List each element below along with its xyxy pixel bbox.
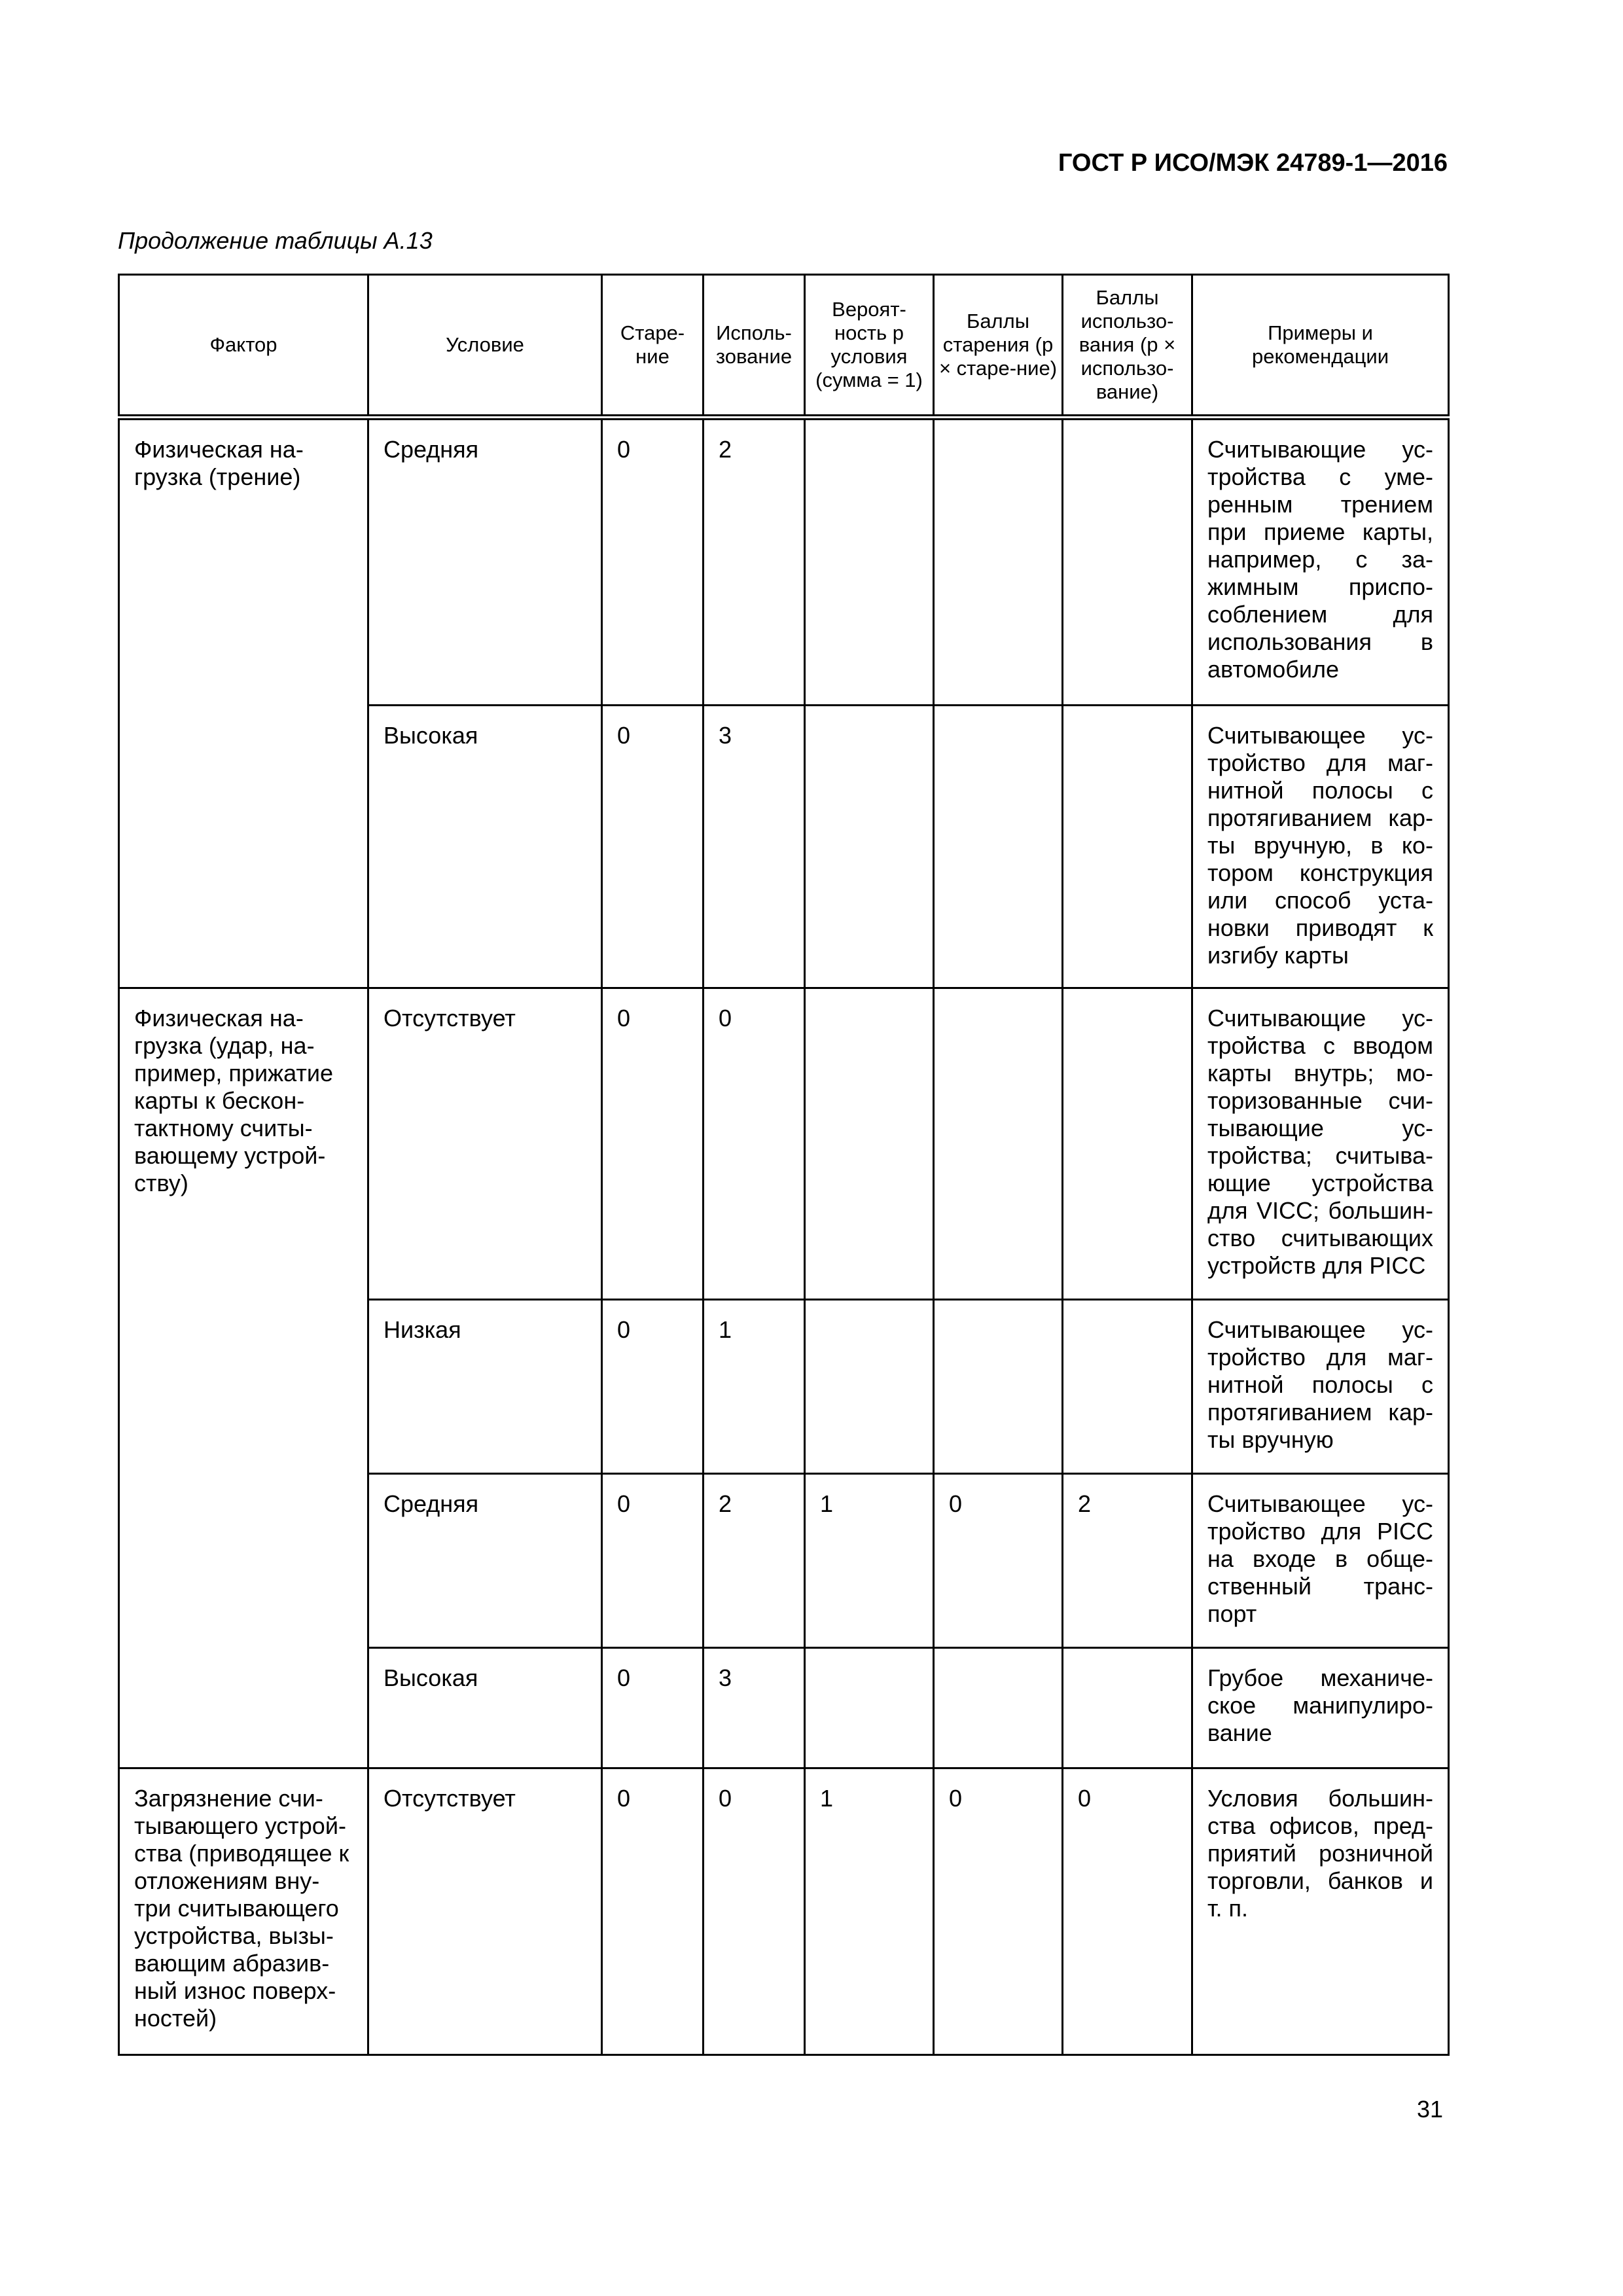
table-row xyxy=(119,418,1449,706)
factor-table xyxy=(118,274,1450,2056)
aging-score-cell: 0 xyxy=(934,1474,1063,1648)
aging-cell: 0 xyxy=(602,1768,704,2055)
aging-score-cell xyxy=(934,988,1063,1300)
col-header-aging: Старе-ние xyxy=(602,275,704,418)
condition-cell: Средняя xyxy=(368,418,602,706)
col-header-factor: Фактор xyxy=(119,275,368,418)
aging-score-cell xyxy=(934,418,1063,706)
page-number: 31 xyxy=(1416,2096,1443,2123)
example-cell: Считывающее ус-тройство для PICC на входе в обще-ственный транс-порт xyxy=(1192,1474,1449,1648)
probability-cell xyxy=(805,418,934,706)
aging-score-cell xyxy=(934,706,1063,988)
condition-cell: Отсутствует xyxy=(368,988,602,1300)
aging-cell: 0 xyxy=(602,1474,704,1648)
usage-cell: 0 xyxy=(704,1768,805,2055)
probability-cell: 1 xyxy=(805,1768,934,2055)
probability-cell: 1 xyxy=(805,1474,934,1648)
aging-score-cell: 0 xyxy=(934,1768,1063,2055)
usage-score-cell xyxy=(1063,988,1192,1300)
col-header-examples: Примеры и рекомендации xyxy=(1192,275,1449,418)
aging-cell: 0 xyxy=(602,988,704,1300)
factor-cell: Физическая на-грузка (трение) xyxy=(119,418,368,988)
factor-cell: Физическая на-грузка (удар, на-пример, прижатие карты к бескон-тактному считы-вающему устрой-ству) xyxy=(119,988,368,1768)
aging-score-cell xyxy=(934,1300,1063,1474)
usage-cell: 2 xyxy=(704,1474,805,1648)
usage-cell: 3 xyxy=(704,706,805,988)
condition-cell: Высокая xyxy=(368,706,602,988)
aging-score-cell xyxy=(934,1648,1063,1768)
col-header-aging-score: Баллы старения (p × старе-ние) xyxy=(934,275,1063,418)
probability-cell xyxy=(805,1648,934,1768)
example-cell: Грубое механиче-ское манипулиро-вание xyxy=(1192,1648,1449,1768)
aging-cell: 0 xyxy=(602,1300,704,1474)
col-header-condition: Условие xyxy=(368,275,602,418)
condition-cell: Средняя xyxy=(368,1474,602,1648)
usage-score-cell xyxy=(1063,418,1192,706)
usage-score-cell: 0 xyxy=(1063,1768,1192,2055)
example-cell: Условия большин-ства офисов, пред-приятий розничной торговли, банков и т. п. xyxy=(1192,1768,1449,2055)
probability-cell xyxy=(805,706,934,988)
example-cell: Считывающее ус-тройство для маг-нитной полосы с протягиванием кар-ты вручную xyxy=(1192,1300,1449,1474)
table-caption: Продолжение таблицы А.13 xyxy=(118,227,433,254)
usage-cell: 2 xyxy=(704,418,805,706)
condition-cell: Отсутствует xyxy=(368,1768,602,2055)
usage-score-cell xyxy=(1063,1648,1192,1768)
usage-score-cell xyxy=(1063,706,1192,988)
example-cell: Считывающие ус-тройства с уме-ренным трением при приеме карты, например, с за-жимным приспо-соблением для использования в автомобиле xyxy=(1192,418,1449,706)
usage-score-cell: 2 xyxy=(1063,1474,1192,1648)
table-row xyxy=(119,988,1449,1300)
condition-cell: Высокая xyxy=(368,1648,602,1768)
col-header-usage: Исполь-зование xyxy=(704,275,805,418)
col-header-probability: Вероят-ность p условия (сумма = 1) xyxy=(805,275,934,418)
aging-cell: 0 xyxy=(602,1648,704,1768)
col-header-usage-score: Баллы использо-вания (p × использо-вание) xyxy=(1063,275,1192,418)
condition-cell: Низкая xyxy=(368,1300,602,1474)
example-cell: Считывающее ус-тройство для маг-нитной полосы с протягиванием кар-ты вручную, в ко-тором конструкция или способ уста-новки приводят к изгибу карты xyxy=(1192,706,1449,988)
usage-cell: 1 xyxy=(704,1300,805,1474)
probability-cell xyxy=(805,988,934,1300)
document-code: ГОСТ Р ИСО/МЭК 24789-1—2016 xyxy=(1058,149,1448,177)
example-cell: Считывающие ус-тройства с вводом карты внутрь; мо-торизованные счи-тывающие ус-тройства; считыва-ющие устройства для VICC; большин-ство считывающих устройств для PICC xyxy=(1192,988,1449,1300)
aging-cell: 0 xyxy=(602,418,704,706)
probability-cell xyxy=(805,1300,934,1474)
usage-score-cell xyxy=(1063,1300,1192,1474)
usage-cell: 3 xyxy=(704,1648,805,1768)
aging-cell: 0 xyxy=(602,706,704,988)
usage-cell: 0 xyxy=(704,988,805,1300)
table-header-row xyxy=(119,275,1449,418)
table-row xyxy=(119,1768,1449,2055)
factor-cell: Загрязнение счи-тывающего устрой-ства (приводящее к отложениям вну-три считывающего устройства, вызы-вающим абразив-ный износ поверх-ностей) xyxy=(119,1768,368,2055)
